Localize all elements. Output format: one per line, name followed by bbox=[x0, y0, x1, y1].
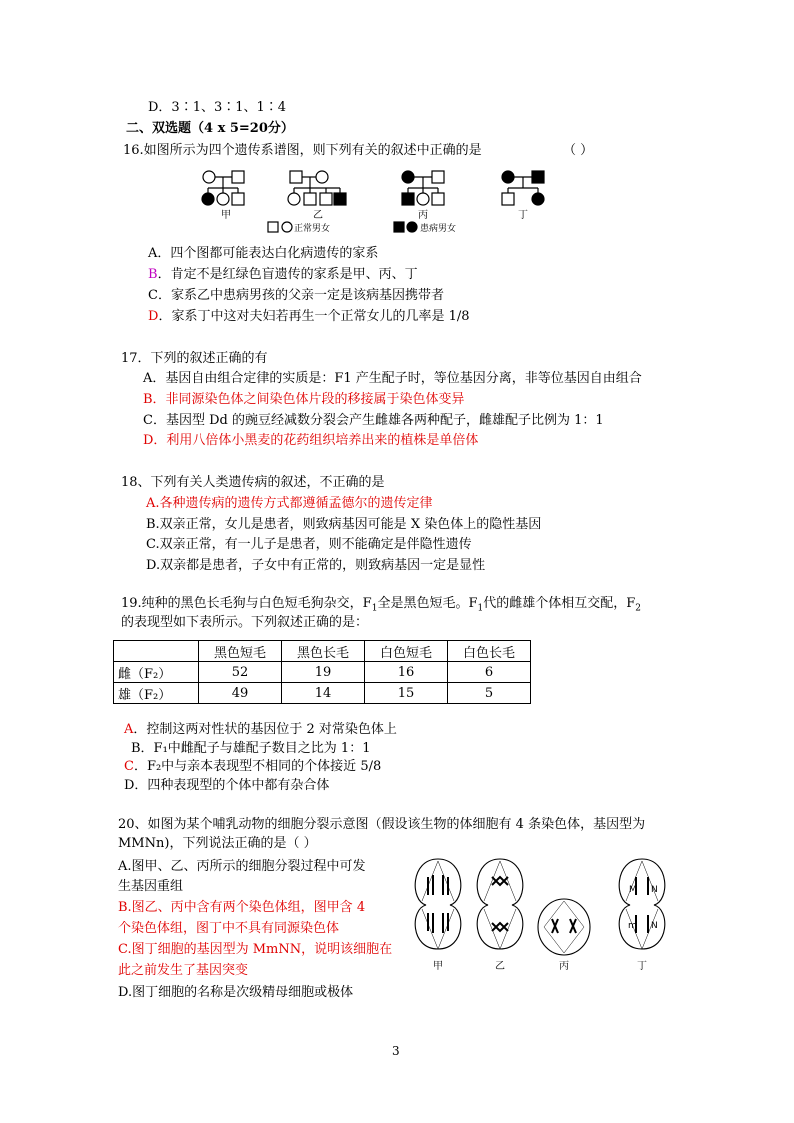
q17-option-a: A．基因自由组合定律的实质是：F1 产生配子时，等位基因分离，非等位基因自由组合 bbox=[143, 371, 642, 386]
table-header-cell: 黑色长毛 bbox=[282, 641, 365, 662]
gene-letter: N bbox=[651, 885, 658, 895]
table-row bbox=[114, 683, 531, 704]
table-header-cell: 白色短毛 bbox=[365, 641, 448, 662]
q20-option-c-line1: C.图丁细胞的基因型为 MmNN，说明该细胞在 bbox=[118, 942, 393, 957]
q19-option-a: A．控制这两对性状的基因位于 2 对常染色体上 bbox=[124, 722, 397, 737]
pedigree-label-yi: 乙 bbox=[313, 210, 323, 221]
pedigree-label-jia: 甲 bbox=[221, 210, 231, 221]
q16-stem: 16.如图所示为四个遗传系谱图，则下列有关的叙述中正确的是 bbox=[123, 143, 482, 158]
q17-option-d: D．利用八倍体小黑麦的花药组织培养出来的植株是单倍体 bbox=[143, 433, 479, 448]
table-cell: 6 bbox=[448, 662, 531, 683]
table-header-cell bbox=[114, 641, 199, 662]
q20-option-b-line2: 个染色体组，图丁中不具有同源染色体 bbox=[118, 921, 340, 936]
table-header-cell: 白色长毛 bbox=[448, 641, 531, 662]
q17-stem: 17．下列的叙述正确的有 bbox=[121, 351, 268, 366]
q20-option-d: D.图丁细胞的名称是次级精母细胞或极体 bbox=[118, 985, 354, 1000]
q20-stem-line1: 20、如图为某个哺乳动物的细胞分裂示意图（假设该生物的体细胞有 4 条染色体，基因型为 bbox=[118, 817, 646, 832]
q16-option-b-text: ．肯定不是红绿色盲遗传的家系是甲、丙、丁 bbox=[157, 267, 418, 282]
pedigree-label-ding: 丁 bbox=[518, 210, 528, 221]
q20-option-a-line1: A.图甲、乙、丙所示的细胞分裂过程中可发 bbox=[118, 859, 366, 874]
q19-option-b: B．F₁中雌配子与雄配子数目之比为 1：1 bbox=[131, 741, 371, 756]
table-cell: 15 bbox=[365, 683, 448, 704]
table-cell: 49 bbox=[199, 683, 282, 704]
gene-letter: M bbox=[629, 885, 637, 895]
table-cell: 16 bbox=[365, 662, 448, 683]
cell-division-figure bbox=[408, 851, 680, 975]
cell-label-yi: 乙 bbox=[495, 961, 505, 972]
table-row-label: 雄（F₂） bbox=[114, 683, 199, 704]
q20-option-c-line2: 此之前发生了基因突变 bbox=[118, 963, 249, 978]
q20-option-a-line2: 生基因重组 bbox=[118, 879, 184, 894]
q20-stem-line2: MMNn)，下列说法正确的是（ ） bbox=[118, 836, 317, 851]
table-header-row bbox=[114, 641, 531, 662]
q19-stem-line2: 的表现型如下表所示。下列叙述正确的是： bbox=[121, 615, 369, 630]
q18-stem: 18、下列有关人类遗传病的叙述，不正确的是 bbox=[121, 475, 385, 490]
legend-normal-label: 正常男女 bbox=[294, 224, 331, 234]
table-cell: 14 bbox=[282, 683, 365, 704]
q19-option-d: D．四种表现型的个体中都有杂合体 bbox=[124, 778, 330, 793]
q17-option-c: C．基因型 Dd 的豌豆经减数分裂会产生雌雄各两种配子，雌雄配子比例为 1：1 bbox=[143, 413, 604, 428]
table-cell: 19 bbox=[282, 662, 365, 683]
q16-option-d: D．家系丁中这对夫妇若再生一个正常女儿的几率是 1/8 bbox=[148, 309, 470, 324]
q20-option-b-line1: B.图乙、丙中含有两个染色体组，图甲含 4 bbox=[118, 900, 366, 915]
cell-label-jia: 甲 bbox=[433, 961, 443, 972]
q16-option-a: A．四个图都可能表达白化病遗传的家系 bbox=[148, 246, 379, 261]
q18-option-c: C.双亲正常，有一儿子是患者，则不能确定是伴隐性遗传 bbox=[146, 537, 472, 552]
q18-option-d: D.双亲都是患者，子女中有正常的，则致病基因一定是显性 bbox=[146, 558, 486, 573]
q17-option-b: B．非同源染色体之间染色体片段的移接属于染色体变异 bbox=[143, 392, 465, 407]
pedigree-figure bbox=[190, 166, 560, 238]
cell-label-bing: 丙 bbox=[559, 961, 569, 972]
table-row-label: 雌（F₂） bbox=[114, 662, 199, 683]
table-row bbox=[114, 662, 531, 683]
table-cell: 5 bbox=[448, 683, 531, 704]
q16-option-b: B．肯定不是红绿色盲遗传的家系是甲、丙、丁 bbox=[148, 267, 418, 282]
table-cell: 52 bbox=[199, 662, 282, 683]
page-number: 3 bbox=[392, 1044, 400, 1058]
section-heading: 二、双选题（4 x 5=20分） bbox=[126, 121, 294, 136]
q18-option-b: B.双亲正常，女儿是患者，则致病基因可能是 X 染色体上的隐性基因 bbox=[146, 517, 542, 532]
q19-option-c: C．F₂中与亲本表现型不相同的个体接近 5/8 bbox=[124, 759, 382, 774]
q16-answer-bracket: （ ） bbox=[563, 143, 594, 158]
q15-option-d: D．3∶1、3∶1、1∶4 bbox=[148, 100, 287, 115]
legend-affected-label: 患病男女 bbox=[420, 224, 457, 234]
gene-letter: N bbox=[651, 921, 658, 931]
q18-option-a: A.各种遗传病的遗传方式都遵循孟德尔的遗传定律 bbox=[146, 496, 433, 511]
q19-table bbox=[113, 640, 531, 704]
gene-letter: m bbox=[628, 921, 637, 931]
pedigree-label-bing: 丙 bbox=[418, 210, 428, 221]
q19-stem-line1: 19.纯种的黑色长毛狗与白色短毛狗杂交，$F_1$全是黑色短毛。$F_1$代的雌雄个体相互交配，$F_2$ bbox=[121, 596, 641, 614]
table-header-cell: 黑色短毛 bbox=[199, 641, 282, 662]
q16-option-c: C．家系乙中患病男孩的父亲一定是该病基因携带者 bbox=[148, 288, 444, 303]
cell-label-ding: 丁 bbox=[637, 961, 647, 972]
